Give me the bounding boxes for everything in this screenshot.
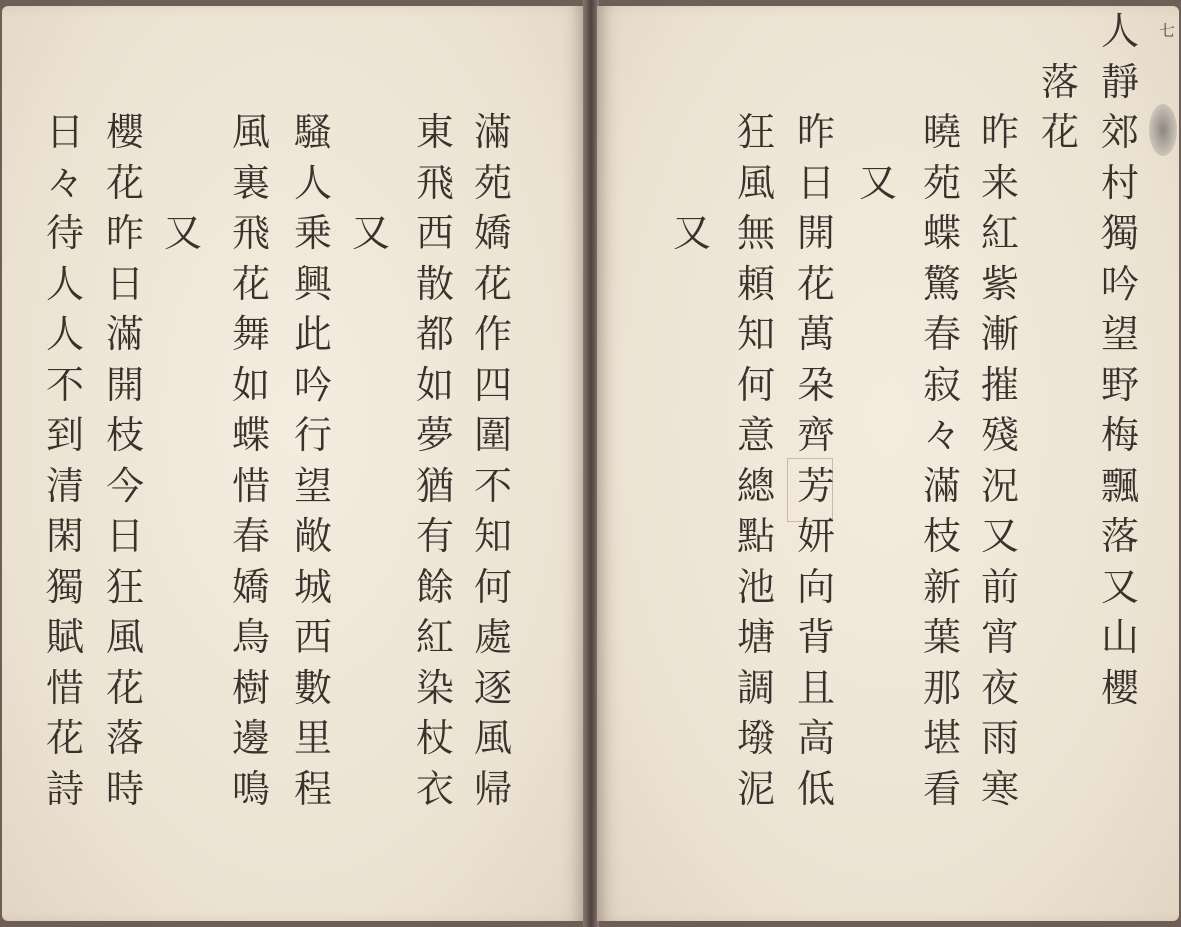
text-char: 數 — [293, 665, 332, 710]
text-char: 知 — [736, 312, 775, 356]
text-char: 新 — [922, 564, 961, 609]
text-char: 日 — [45, 110, 84, 154]
text-char: 枝 — [105, 413, 144, 457]
text-char: 滿 — [473, 110, 512, 154]
text-char: 猶 — [415, 463, 454, 508]
text-column — [290, 6, 336, 814]
text-char: 逐 — [473, 665, 512, 710]
text-char: 葉 — [922, 615, 961, 659]
text-column — [348, 6, 394, 259]
text-char: 城 — [293, 564, 332, 609]
text-char: 花 — [45, 716, 84, 760]
text-char: 蝶 — [922, 211, 961, 255]
text-char: 朶 — [796, 362, 835, 407]
text-char: 曉 — [922, 110, 961, 154]
text-char: 花 — [231, 261, 270, 306]
text-char: 々 — [45, 160, 84, 205]
text-char: 雨 — [980, 716, 1019, 760]
text-char: 々 — [922, 413, 961, 457]
text-char: 狂 — [105, 564, 144, 609]
text-char: 風 — [105, 615, 144, 659]
text-char: 滿 — [922, 463, 961, 508]
text-char: 處 — [473, 615, 512, 659]
text-char: 帰 — [473, 766, 512, 811]
text-char: 萬 — [796, 312, 835, 356]
text-char: 村 — [1100, 160, 1139, 205]
text-char: 如 — [231, 362, 270, 407]
text-char: 興 — [293, 261, 332, 306]
text-char: 飛 — [231, 211, 270, 255]
text-char — [919, 6, 965, 57]
text-char — [160, 57, 206, 108]
text-char: 向 — [796, 564, 835, 609]
text-char: 吟 — [1100, 261, 1139, 306]
text-char: 點 — [736, 514, 775, 558]
text-char: 圍 — [473, 413, 512, 457]
text-column — [160, 6, 206, 259]
text-char — [855, 6, 901, 57]
text-column — [793, 6, 839, 814]
text-column — [919, 6, 965, 814]
text-char: 飄 — [1100, 463, 1139, 508]
text-char — [412, 6, 458, 57]
text-char: 野 — [1100, 362, 1139, 407]
text-char: 泥 — [736, 766, 775, 811]
text-char: 又 — [163, 211, 202, 255]
text-char — [228, 6, 274, 57]
text-char: 櫻 — [105, 110, 144, 154]
text-column — [1097, 6, 1143, 713]
text-column — [1037, 6, 1083, 158]
text-char — [977, 6, 1023, 57]
text-char: 到 — [45, 413, 84, 457]
text-char: 望 — [293, 463, 332, 508]
text-char: 又 — [351, 211, 390, 255]
text-char: 人 — [293, 160, 332, 205]
text-char: 西 — [293, 615, 332, 659]
text-char: 鳴 — [231, 766, 270, 811]
text-char — [470, 57, 516, 108]
text-char: 況 — [980, 463, 1019, 508]
text-char — [228, 57, 274, 108]
text-char: 清 — [45, 463, 84, 508]
text-char: 開 — [105, 362, 144, 407]
text-char — [160, 6, 206, 57]
text-char: 前 — [980, 564, 1019, 609]
text-column — [669, 6, 715, 259]
text-char — [669, 158, 715, 209]
text-char: 作 — [473, 312, 512, 356]
text-char — [669, 6, 715, 57]
text-char: 苑 — [473, 160, 512, 205]
text-char: 頼 — [736, 261, 775, 306]
text-char — [1037, 6, 1083, 57]
text-char: 意 — [736, 413, 775, 457]
text-char: 寒 — [980, 766, 1019, 811]
text-char — [669, 107, 715, 158]
text-char: 昨 — [796, 110, 835, 154]
text-char: 望 — [1100, 312, 1139, 356]
text-char: 山 — [1100, 615, 1139, 659]
text-char — [160, 158, 206, 209]
text-char: 紅 — [415, 615, 454, 659]
text-char: 獨 — [1100, 211, 1139, 255]
text-char — [669, 57, 715, 108]
text-char: 舞 — [231, 312, 270, 356]
text-char — [348, 158, 394, 209]
folio-number: 七 — [1158, 21, 1175, 40]
text-char: 杖 — [415, 716, 454, 760]
text-char: 花 — [105, 665, 144, 710]
text-char: 郊 — [1100, 110, 1139, 154]
text-char — [977, 57, 1023, 108]
text-char: 堪 — [922, 716, 961, 760]
text-char: 樹 — [231, 665, 270, 710]
text-char: 驚 — [922, 261, 961, 306]
text-char: 又 — [672, 211, 711, 255]
text-char: 邊 — [231, 716, 270, 760]
text-char — [919, 57, 965, 108]
text-char: 花 — [796, 261, 835, 306]
text-char: 昨 — [105, 211, 144, 255]
text-char: 行 — [293, 413, 332, 457]
text-column — [102, 6, 148, 814]
text-char: 時 — [105, 766, 144, 811]
text-char: 程 — [293, 766, 332, 811]
text-column — [733, 6, 779, 814]
text-char: 又 — [980, 514, 1019, 558]
text-char: 那 — [922, 665, 961, 710]
text-char: 池 — [736, 564, 775, 609]
text-char: 花 — [473, 261, 512, 306]
text-char — [160, 107, 206, 158]
text-char: 無 — [736, 211, 775, 255]
text-char: 餘 — [415, 564, 454, 609]
text-char: 殘 — [980, 413, 1019, 457]
text-char: 騷 — [293, 110, 332, 154]
text-column — [412, 6, 458, 814]
text-char: 待 — [45, 211, 84, 255]
text-column — [42, 6, 88, 814]
text-char: 吟 — [293, 362, 332, 407]
text-char: 落 — [1100, 514, 1139, 558]
text-char: 来 — [980, 160, 1019, 205]
text-char: 日 — [796, 160, 835, 205]
text-char: 有 — [415, 514, 454, 558]
text-char: 何 — [473, 564, 512, 609]
text-char: 日 — [105, 261, 144, 306]
text-char: 風 — [231, 110, 270, 154]
text-char: 都 — [415, 312, 454, 356]
text-char: 不 — [473, 463, 512, 508]
text-char: 閑 — [45, 514, 84, 558]
text-char: 此 — [293, 312, 332, 356]
text-char: 櫻 — [1100, 665, 1139, 710]
text-char: 且 — [796, 665, 835, 710]
text-char: 嬌 — [473, 211, 512, 255]
text-char — [348, 57, 394, 108]
text-char: 梅 — [1100, 413, 1139, 457]
text-char — [42, 6, 88, 57]
text-char: 散 — [415, 261, 454, 306]
text-char: 靜 — [1100, 59, 1139, 104]
text-char: 詩 — [45, 766, 84, 811]
text-char: 何 — [736, 362, 775, 407]
text-char — [102, 6, 148, 57]
text-char: 紫 — [980, 261, 1019, 306]
text-char: 夢 — [415, 413, 454, 457]
text-char: 高 — [796, 716, 835, 760]
text-char: 花 — [105, 160, 144, 205]
text-char: 紅 — [980, 211, 1019, 255]
text-char: 日 — [105, 514, 144, 558]
text-char — [733, 6, 779, 57]
text-char: 寂 — [922, 362, 961, 407]
text-char: 乗 — [293, 211, 332, 255]
text-char: 狂 — [736, 110, 775, 154]
text-char: 染 — [415, 665, 454, 710]
text-char: 嬌 — [231, 564, 270, 609]
text-char — [855, 107, 901, 158]
text-char — [470, 6, 516, 57]
text-char: 人 — [45, 261, 84, 306]
text-char: 又 — [858, 160, 897, 205]
text-char: 滿 — [105, 312, 144, 356]
text-char: 西 — [415, 211, 454, 255]
text-char: 背 — [796, 615, 835, 659]
text-char: 里 — [293, 716, 332, 760]
text-char: 今 — [105, 463, 144, 508]
text-char: 蝶 — [231, 413, 270, 457]
text-char: 總 — [736, 463, 775, 508]
text-char: 宵 — [980, 615, 1019, 659]
text-char: 開 — [796, 211, 835, 255]
text-char: 齊 — [796, 413, 835, 457]
text-char: 賦 — [45, 615, 84, 659]
text-char: 苑 — [922, 160, 961, 205]
text-char: 夜 — [980, 665, 1019, 710]
text-char: 敞 — [293, 514, 332, 558]
left-page — [2, 6, 585, 921]
text-char: 枝 — [922, 514, 961, 558]
text-column — [228, 6, 274, 814]
text-char — [102, 57, 148, 108]
text-char: 墢 — [736, 716, 775, 760]
text-char: 如 — [415, 362, 454, 407]
text-char: 獨 — [45, 564, 84, 609]
text-char — [793, 6, 839, 57]
text-char: 人 — [1100, 9, 1139, 53]
text-column — [977, 6, 1023, 814]
text-char: 裏 — [231, 160, 270, 205]
text-char: 昨 — [980, 110, 1019, 154]
text-char — [290, 57, 336, 108]
text-column — [470, 6, 516, 814]
text-char — [855, 57, 901, 108]
right-page — [597, 6, 1179, 921]
text-char: 東 — [415, 110, 454, 154]
text-char — [290, 6, 336, 57]
text-char: 摧 — [980, 362, 1019, 407]
text-char: 落 — [1040, 59, 1079, 104]
text-char: 調 — [736, 665, 775, 710]
paper-stain — [1149, 104, 1177, 156]
text-column — [855, 6, 901, 208]
text-char: 低 — [796, 766, 835, 811]
text-char: 不 — [45, 362, 84, 407]
text-char: 漸 — [980, 312, 1019, 356]
text-char: 鳥 — [231, 615, 270, 659]
text-char: 風 — [473, 716, 512, 760]
text-char: 惜 — [231, 463, 270, 508]
text-char: 塘 — [736, 615, 775, 659]
text-char: 四 — [473, 362, 512, 407]
text-char: 芳 — [796, 463, 835, 508]
text-char — [42, 57, 88, 108]
text-char — [733, 57, 779, 108]
text-char — [793, 57, 839, 108]
text-char: 春 — [231, 514, 270, 558]
text-char — [412, 57, 458, 108]
text-char: 衣 — [415, 766, 454, 811]
text-char: 落 — [105, 716, 144, 760]
text-char: 春 — [922, 312, 961, 356]
text-char: 人 — [45, 312, 84, 356]
text-char: 知 — [473, 514, 512, 558]
text-char: 看 — [922, 766, 961, 811]
text-char: 飛 — [415, 160, 454, 205]
text-char: 花 — [1040, 110, 1079, 154]
text-char: 妍 — [796, 514, 835, 558]
text-char: 又 — [1100, 564, 1139, 609]
text-char: 惜 — [45, 665, 84, 710]
text-char — [348, 107, 394, 158]
text-char — [348, 6, 394, 57]
text-char: 風 — [736, 160, 775, 205]
